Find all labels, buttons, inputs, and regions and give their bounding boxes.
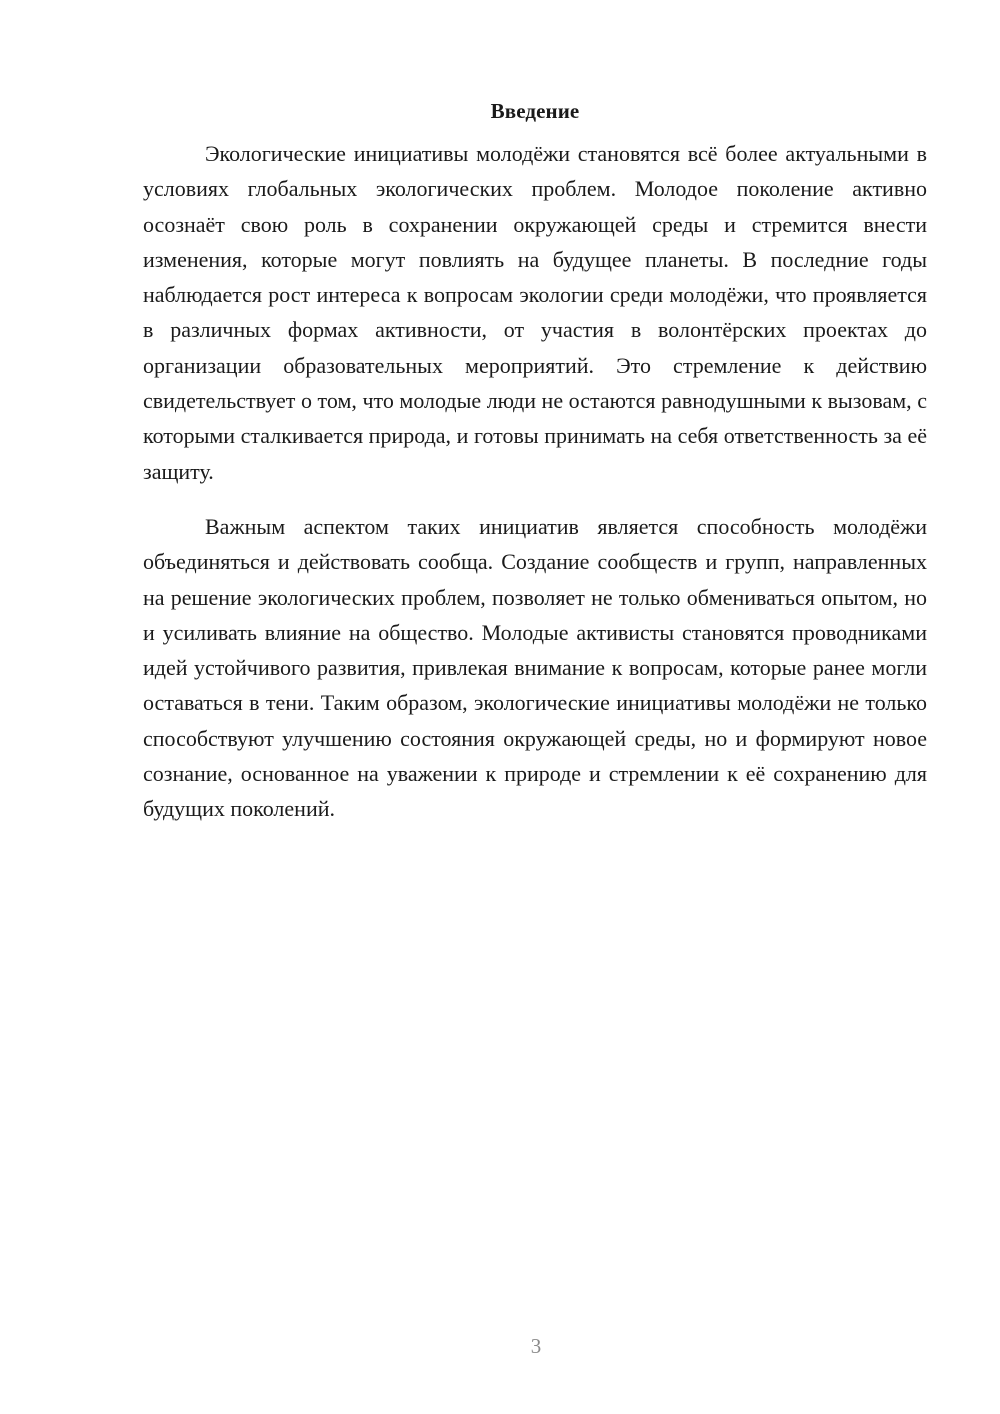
section-title: Введение [490, 99, 580, 123]
paragraph: Важным аспектом таких инициатив является способность молодёжи объединяться и действовать сообща. Создание сообществ и групп, направленных на решение экологических проблем, позволяет не только обмениваться опытом, но и усиливать влияние на общество. Молодые активисты становятся проводниками идей устойчивого развития, привлекая внимание к вопросам, которые ранее могли оставаться в тени. Таким образом, экологические инициативы молодёжи не только способствуют улучшению состояния окружающей среды, но и формируют новое сознание, основанное на уважении к природе и стремлении к её сохранению для будущих поколений. [143, 513, 927, 822]
page-content [143, 94, 927, 827]
paragraph: Экологические инициативы молодёжи становятся всё более актуальными в условиях глобальных экологических проблем. Молодое поколение активно осознаёт свою роль в сохранении окружающей среды и стремится внести изменения, которые могут повлиять на будущее планеты. В последние годы наблюдается рост интереса к вопросам экологии среди молодёжи, что проявляется в различных формах активности, от участия в волонтёрских проектах до организации образовательных мероприятий. Это стремление к действию свидетельствует о том, что молодые люди не остаются равнодушными к вызовам, с которыми сталкивается природа, и готовы принимать на себя ответственность за её защиту. [143, 141, 927, 484]
page-number: 3 [530, 1334, 542, 1358]
